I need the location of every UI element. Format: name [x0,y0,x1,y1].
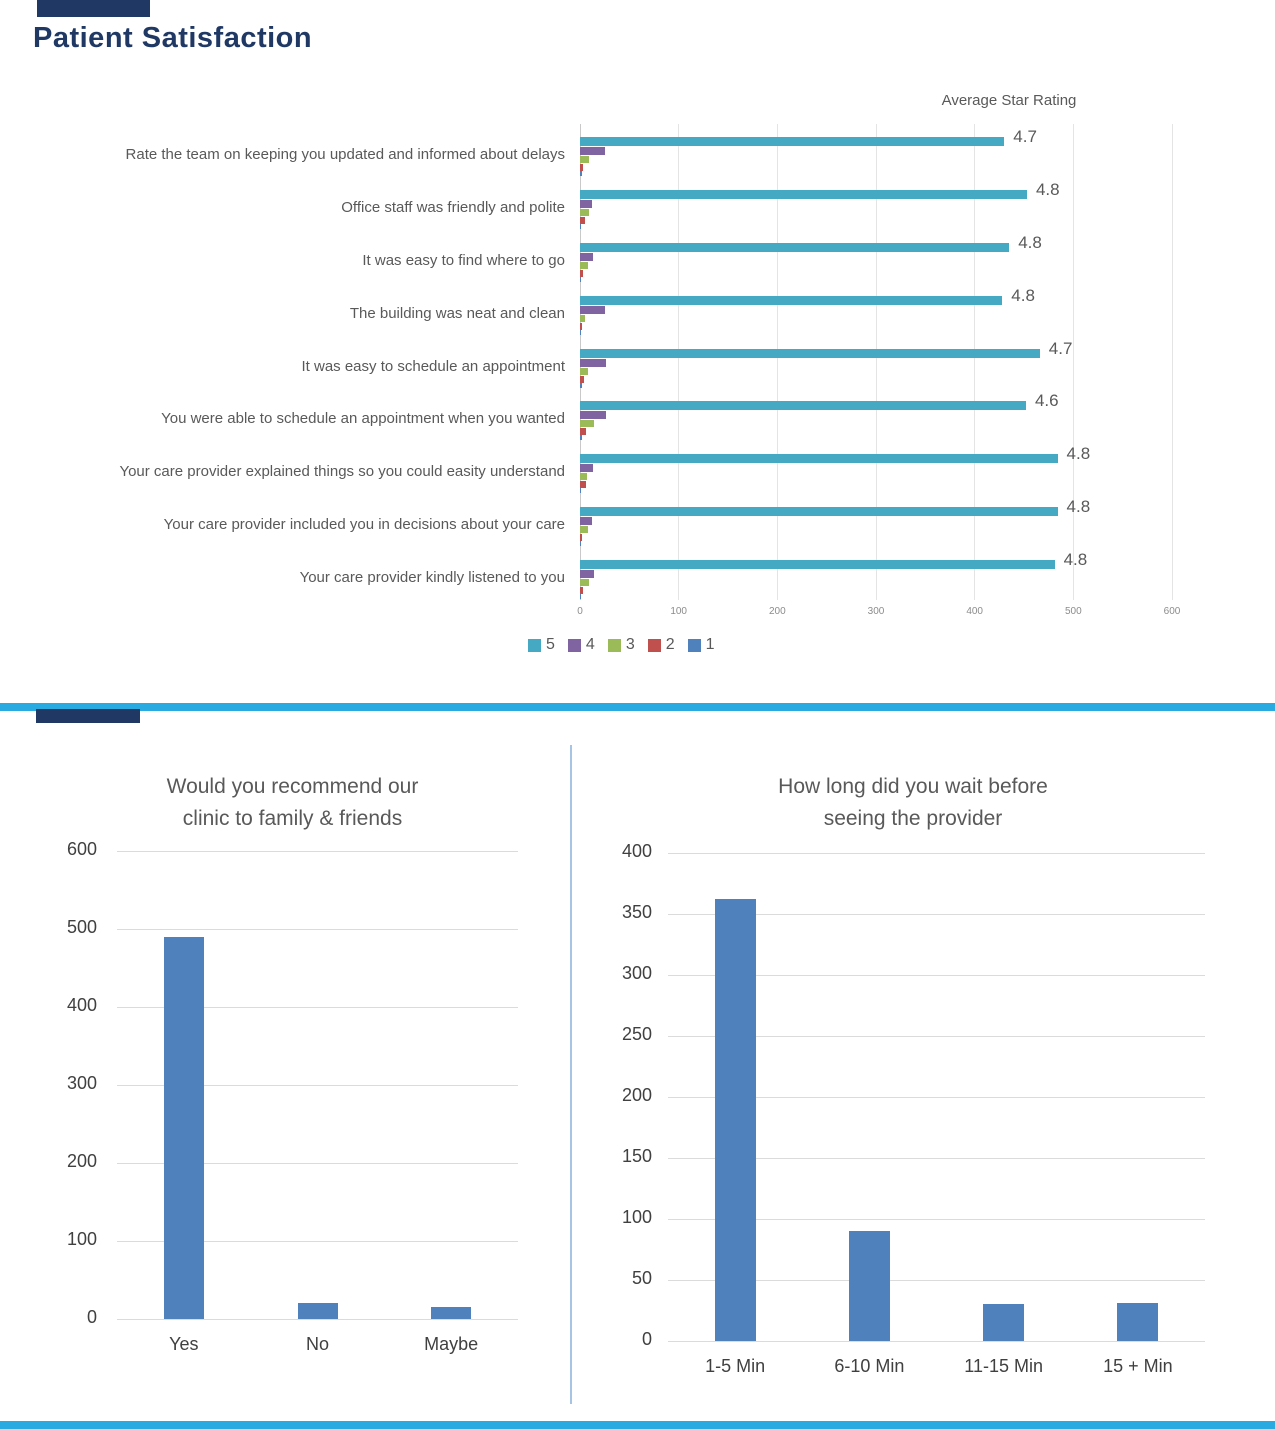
y-axis-tick-label: 350 [621,902,652,922]
y-axis-tick-label: 50 [631,1268,652,1288]
y-axis-tick-label: 0 [641,1329,652,1349]
avg-rating-label: 4.7 [1013,127,1037,146]
bar-rating-2 [580,428,586,435]
bar-rating-4 [580,411,606,419]
bar-rating-2 [580,376,584,383]
accent-bar-top [37,0,150,17]
category-label: Your care provider explained things so you could easity understand [119,463,565,481]
bar-rating-5 [580,507,1058,516]
x-axis-tick-label: 200 [768,606,786,617]
legend-swatch-1 [688,639,701,652]
legend-swatch-3 [608,639,621,652]
x-axis-tick-label: 0 [577,606,583,617]
bar-rating-5 [580,137,1004,146]
legend-label: 2 [665,636,675,653]
bar-rating-3 [580,209,589,216]
bar-rating-3 [580,579,589,586]
bar-rating-3 [580,526,588,533]
legend-item-5 [528,636,555,654]
bar-rating-1 [580,541,581,546]
avg-rating-label: 4.8 [1018,232,1042,252]
bar-rating-4 [580,359,606,367]
bar-rating-4 [580,306,605,314]
bottom-band [0,1421,1275,1429]
bar-rating-2 [580,164,583,171]
x-category-label: 11-15 Min [964,1356,1043,1376]
category-label: Your care provider kindly listened to you [299,569,565,587]
legend-item-4 [568,636,595,654]
gridline [117,929,518,930]
x-axis-tick-label: 100 [670,606,687,617]
gridline [668,853,1205,854]
avg-rating-label: 4.6 [1034,391,1059,411]
category-label: It was easy to find where to go [362,251,565,269]
bar-15-min [1117,1303,1158,1341]
y-axis-tick-label: 0 [86,1307,97,1327]
y-axis-tick-label: 400 [66,995,97,1015]
category-label: Your care provider included you in decisions about your care [163,516,565,534]
y-axis-tick-label: 100 [66,1229,97,1249]
bar-rating-4 [580,570,594,578]
bar-rating-5 [580,349,1040,358]
y-axis-tick-label: 600 [66,839,97,859]
star-rating-plot [580,124,1172,600]
category-label: Rate the team on keeping you updated and informed about delays [125,146,565,163]
bar-rating-1 [580,488,581,493]
y-axis-tick-label: 150 [621,1146,652,1166]
x-category-label: 15 + Min [1103,1356,1173,1376]
bar-rating-4 [580,464,593,472]
bar-rating-3 [580,315,585,322]
y-axis-tick-label: 300 [621,963,652,983]
bar-rating-4 [580,147,605,155]
star-chart-title: Average Star Rating [941,92,1077,109]
bar-11-15-min [983,1304,1024,1341]
x-axis-tick-label: 500 [1064,606,1082,617]
bar-rating-1 [580,383,582,388]
x-category-label: Maybe [424,1334,479,1354]
x-axis-tick-label: 300 [867,606,885,617]
bar-rating-3 [580,156,589,163]
accent-bar-mid [36,709,140,723]
bar-rating-5 [580,296,1002,305]
recommend-chart-title-line1: Would you recommend our [166,775,419,798]
bar-rating-4 [580,200,592,208]
charts-divider-line [570,745,572,1404]
y-axis-tick-label: 300 [66,1073,97,1093]
bar-rating-2 [580,270,583,277]
category-label: The building was neat and clean [349,304,565,322]
legend-label: 3 [625,636,635,653]
bar-rating-5 [580,243,1009,252]
avg-rating-label: 4.8 [1066,444,1091,464]
avg-rating-label: 4.8 [1011,285,1035,305]
bar-rating-3 [580,368,588,375]
avg-rating-label: 4.8 [1066,497,1091,517]
legend-swatch-4 [568,639,581,652]
x-category-label: No [305,1334,329,1354]
y-axis-tick-label: 400 [621,841,652,861]
bar-rating-2 [580,217,585,224]
gridline [1073,124,1074,600]
x-category-label: Yes [169,1334,199,1354]
gridline [1172,124,1173,600]
bar-maybe [431,1307,471,1319]
x-category-label: 6-10 Min [834,1356,905,1376]
bar-rating-5 [580,401,1026,410]
bar-rating-5 [580,454,1058,463]
bar-rating-2 [580,587,583,594]
wait-chart-title [663,771,1163,835]
recommend-chart-title [40,771,545,835]
bar-rating-4 [580,253,593,261]
bar-rating-3 [580,262,588,269]
legend-label: 1 [705,636,715,653]
section-divider-band [0,703,1275,711]
bar-rating-5 [580,560,1055,569]
gridline [117,851,518,852]
bar-6-10-min [849,1231,890,1341]
bar-rating-2 [580,534,582,541]
bar-1-5-min [715,899,756,1341]
legend-label: 5 [546,636,555,653]
page-title: Patient Satisfaction [33,22,313,54]
category-label: Office staff was friendly and polite [341,198,565,216]
category-label: You were able to schedule an appointment when you wanted [161,410,565,428]
bar-rating-3 [580,473,587,480]
x-axis-tick-label: 600 [1163,606,1181,617]
y-axis-tick-label: 100 [621,1207,652,1227]
x-axis-tick-label: 400 [966,606,983,617]
legend-swatch-5 [528,639,541,652]
bar-yes [164,937,204,1319]
y-axis-tick-label: 200 [66,1151,97,1171]
wait-chart-title-line1: How long did you wait before [778,775,1048,798]
bar-rating-2 [580,481,586,488]
y-axis-tick-label: 250 [621,1024,652,1044]
bar-rating-1 [580,277,581,282]
y-axis-tick-label: 200 [621,1085,652,1105]
bar-no [298,1303,338,1319]
bar-rating-2 [580,323,582,330]
legend-swatch-2 [648,639,661,652]
legend-item-3 [608,636,635,654]
wait-chart-title-line2: seeing the provider [823,807,1003,830]
bar-rating-5 [580,190,1027,199]
avg-rating-label: 4.8 [1063,550,1088,570]
avg-rating-label: 4.8 [1035,179,1060,199]
legend-item-1 [688,636,715,654]
star-rating-legend [528,636,728,654]
avg-rating-label: 4.7 [1048,338,1073,358]
bar-rating-1 [580,594,581,599]
legend-item-2 [648,636,675,654]
recommend-chart-title-line2: clinic to family & friends [182,807,403,830]
x-category-label: 1-5 Min [705,1356,766,1376]
bar-rating-3 [580,420,594,427]
bar-rating-1 [580,435,582,440]
category-label: It was easy to schedule an appointment [301,357,565,375]
legend-label: 4 [585,636,595,653]
bar-rating-1 [580,224,581,229]
bar-rating-1 [580,171,582,176]
y-axis-tick-label: 500 [66,917,97,937]
bar-rating-4 [580,517,592,525]
bar-rating-1 [580,330,581,335]
